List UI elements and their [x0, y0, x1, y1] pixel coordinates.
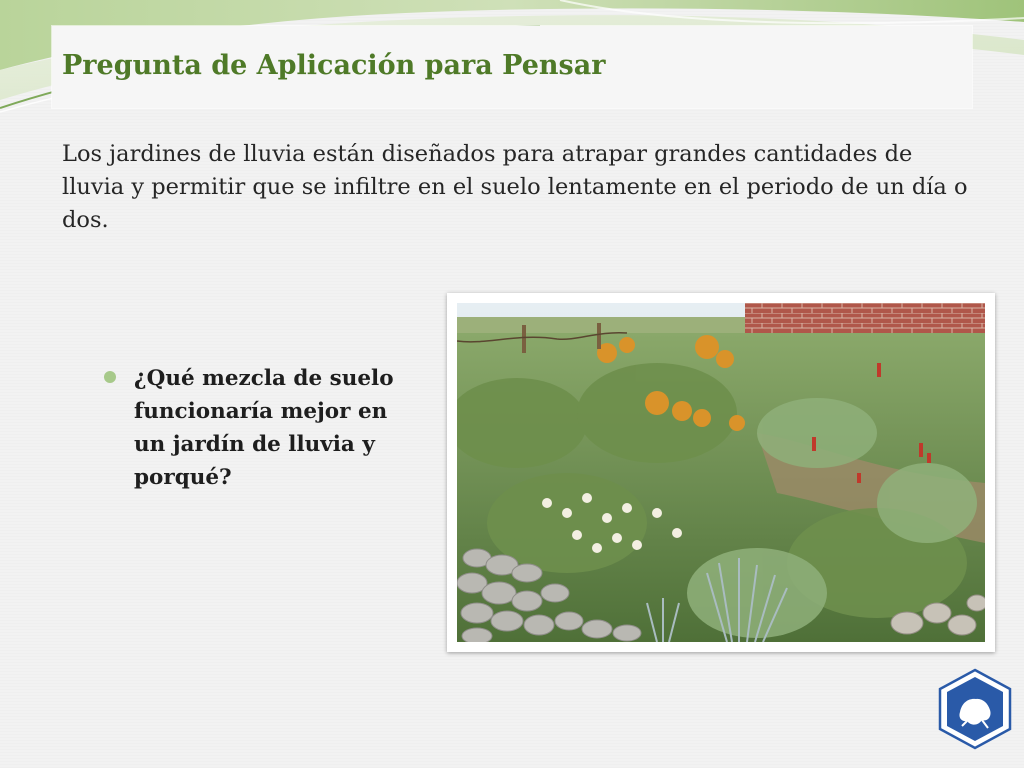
- intro-paragraph: Los jardines de lluvia están diseñados para atrapar grandes cantidades de lluvia y permitir que se infiltre en el suelo lentamente en el periodo de un día o dos.: [62, 141, 968, 233]
- title-bar: [52, 26, 972, 108]
- rain-garden-illustration: [457, 303, 985, 642]
- rain-garden-photo: [457, 303, 985, 642]
- bullet-dot-icon: [104, 371, 116, 383]
- bullet-item: ¿Qué mezcla de suelo funcionaría mejor en un jardín de lluvia y porqué?: [134, 366, 394, 490]
- slide-title: Pregunta de Aplicación para Pensar: [62, 50, 606, 81]
- photo-frame: [447, 293, 995, 652]
- hexagon-seal-logo: [936, 668, 1014, 750]
